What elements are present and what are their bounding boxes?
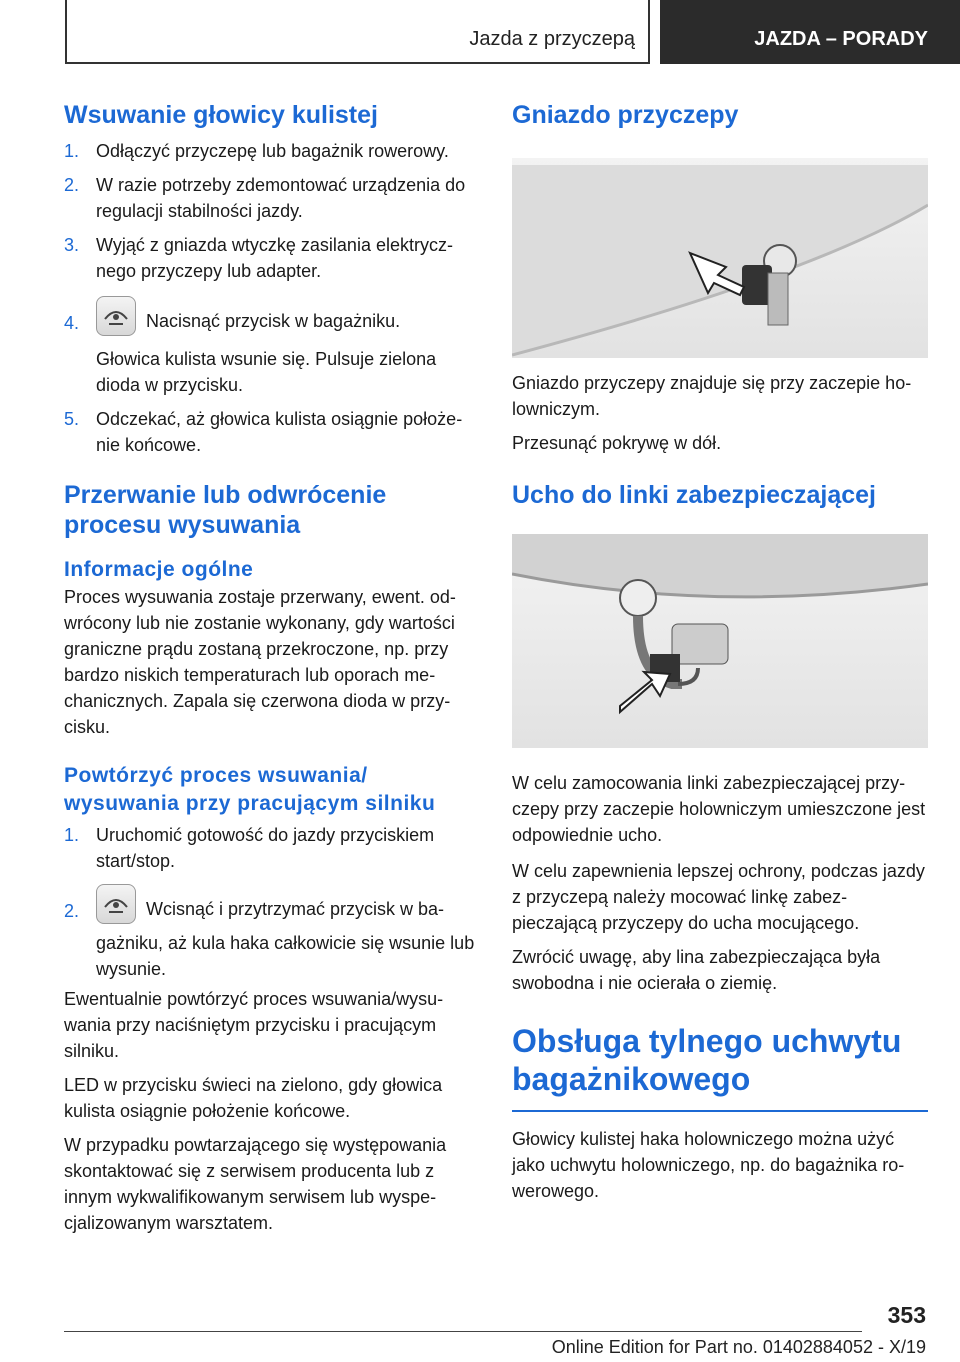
repeat-text-1: Ewentualnie powtórzyć proces wsuwania/wysu-wania przy naciśniętym przycisku i pracującym silniku. [64, 989, 444, 1061]
left-column [64, 100, 480, 1236]
socket-title: Gniazdo przyczepy [512, 101, 739, 129]
eye-text-2: W celu zapewnienia lepszej ochrony, podczas jazdy z przyczepą należy mocować linkę zabez-pieczającą przyczepy do ucha mocującego. [512, 861, 925, 933]
trunk-button-icon [96, 296, 136, 336]
list-item [64, 822, 480, 874]
step-text: Wyjąć z gniazda wtyczkę zasilania elektrycz-nego przyczepy lub adapter. [96, 235, 453, 281]
step-number: 5. [64, 409, 80, 429]
step-number: 2. [64, 901, 80, 921]
general-info-text: Proces wysuwania zostaje przerwany, ewent. od-wrócony lub nie zostanie wykonany, gdy wartości graniczne prądu zostaną przekroczone, np. przy bardzo niskich temperaturach lub oporach me-chanicznych. Zapala się czerwona dioda w przy-cisku. [64, 587, 456, 737]
header-section-title: Jazda z przyczepą [469, 28, 635, 50]
right-column [512, 100, 928, 1204]
list-item [64, 138, 480, 164]
repeat-text-2: LED w przycisku świeci na zielono, gdy głowica kulista osiągnie położenie końcowe. [64, 1075, 443, 1121]
trailer-socket-image [512, 158, 928, 358]
list-item [64, 302, 480, 398]
page-number: 353 [887, 1302, 926, 1328]
footer-edition: Online Edition for Part no. 01402884052 - X/19 [551, 1337, 926, 1357]
safety-cable-eye-image [512, 534, 928, 748]
list-item [64, 406, 480, 458]
repeat-steps [64, 822, 480, 982]
step-number: 1. [64, 825, 80, 845]
socket-text-1: Gniazdo przyczepy znajduje się przy zaczepie ho-lowniczym. [512, 373, 912, 419]
header-chapter-tab: JAZDA – PORADY [660, 0, 960, 64]
footer-divider [64, 1331, 862, 1332]
step-text: Uruchomić gotowość do jazdy przyciskiem start/stop. [96, 825, 435, 871]
general-info-title: Informacje ogólne [64, 558, 254, 581]
eye-text-1: W celu zamocowania linki zabezpieczającej przy-czepy przy zaczepie holowniczym umieszczone jest odpowiednie ucho. [512, 773, 926, 845]
step-text: W razie potrzeby zdemontować urządzenia do regulacji stabilności jazdy. [96, 175, 466, 221]
step-text: Odczekać, aż głowica kulista osiągnie położe-nie końcowe. [96, 409, 463, 455]
step-number: 1. [64, 141, 80, 161]
step-number: 2. [64, 175, 80, 195]
list-item [64, 890, 480, 982]
step-text: Wcisnąć i przytrzymać przycisk w ba-gażniku, aż kula haka całkowicie się wsunie lub wysunie. [96, 898, 475, 979]
step-text: Nacisnąć przycisk w bagażniku. [146, 310, 401, 331]
eye-text-3: Zwrócić uwagę, aby lina zabezpieczająca była swobodna i nie ocierała o ziemię. [512, 947, 881, 993]
socket-text-2: Przesunąć pokrywę w dół. [512, 433, 722, 453]
step-number: 3. [64, 235, 80, 255]
list-item [64, 232, 480, 284]
trunk-button-icon [96, 884, 136, 924]
step-number: 4. [64, 313, 80, 333]
repeat-title: Powtórzyć proces wsuwania/ wysuwania przy pracującym silniku [64, 764, 436, 815]
list-item [64, 172, 480, 224]
retract-title: Wsuwanie głowicy kulistej [64, 101, 378, 129]
interrupt-title: Przerwanie lub odwrócenie procesu wysuwania [64, 481, 387, 539]
step4-note: Głowica kulista wsunie się. Pulsuje zielona dioda w przycisku. [96, 349, 437, 395]
section-rule [512, 1110, 928, 1112]
carrier-title: Obsługa tylnego uchwytu bagażnikowego [512, 1023, 902, 1097]
carrier-text: Głowicy kulistej haka holowniczego można użyć jako uchwytu holowniczego, np. do bagażnika ro-werowego. [512, 1129, 905, 1201]
step-text: Odłączyć przyczepę lub bagażnik rowerowy. [96, 141, 449, 161]
eye-title: Ucho do linki zabezpieczającej [512, 481, 877, 509]
retract-steps [64, 138, 480, 458]
repeat-text-3: W przypadku powtarzającego się występowania skontaktować się z serwisem producenta lub z innym wykwalifikowanym serwisem lub wyspe-cjalizowanym warsztatem. [64, 1135, 447, 1233]
